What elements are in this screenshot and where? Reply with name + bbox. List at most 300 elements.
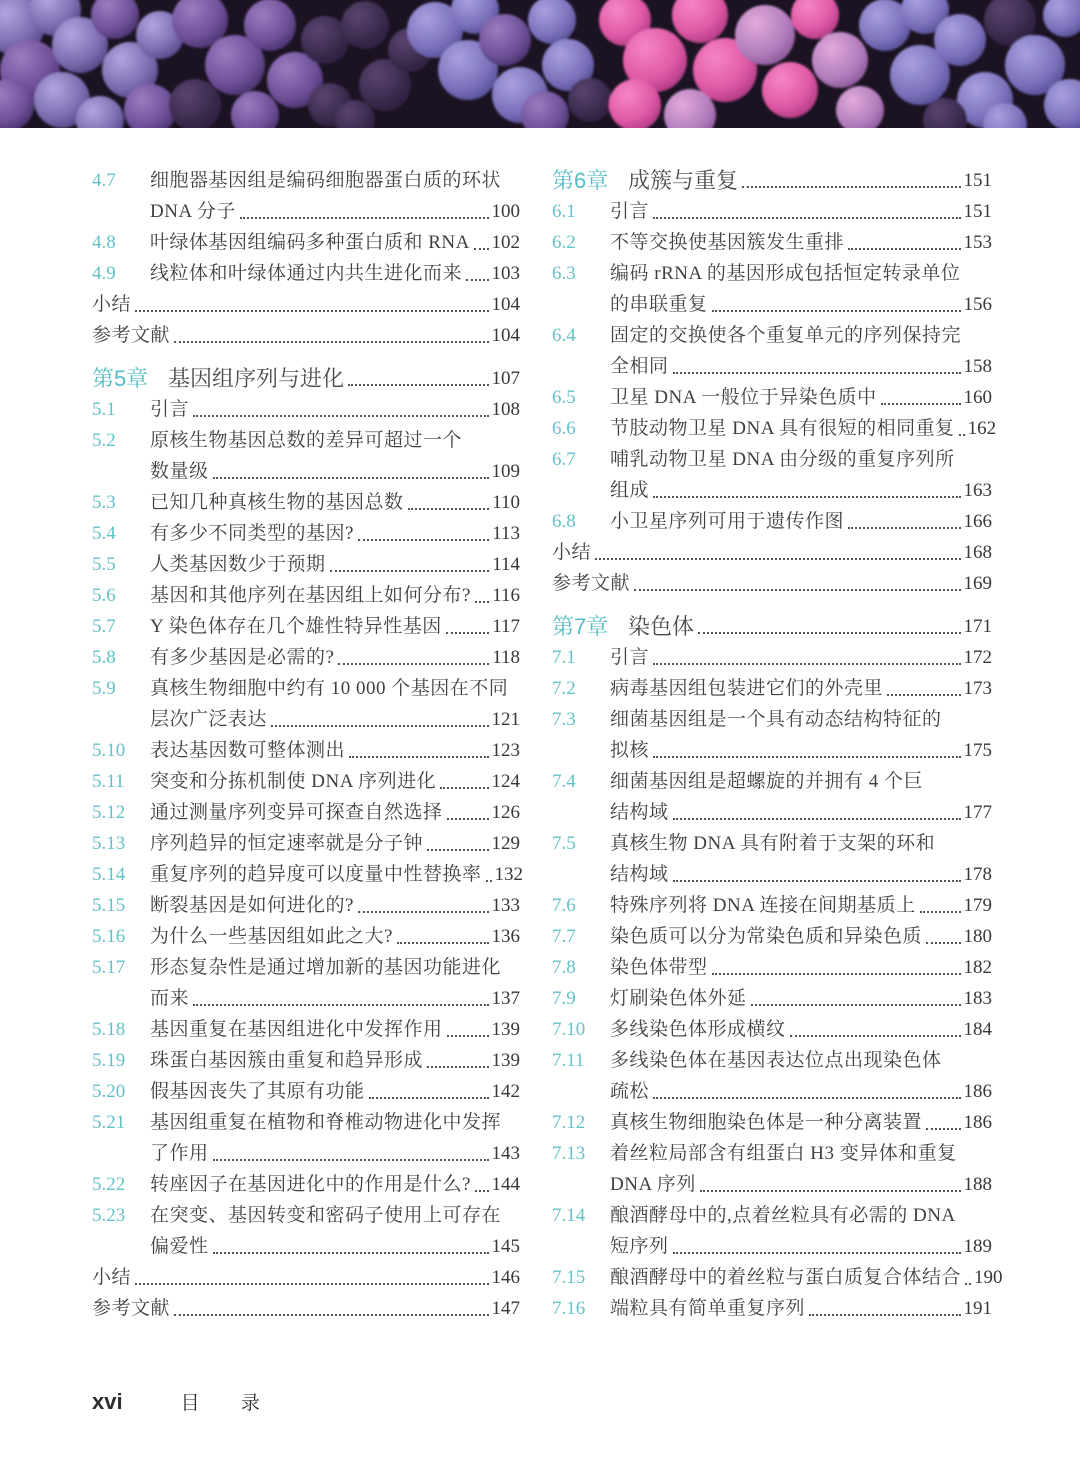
dotted-leader bbox=[240, 217, 489, 219]
entry-title: 已知几种真核生物的基因总数 bbox=[150, 492, 404, 513]
entry-number: 5.19 bbox=[92, 1050, 126, 1071]
page-number: 178 bbox=[963, 864, 992, 885]
dotted-leader bbox=[673, 818, 961, 820]
toc-line bbox=[92, 580, 520, 611]
entry-title: DNA 序列 bbox=[610, 1174, 696, 1195]
dotted-leader bbox=[742, 186, 960, 188]
entry-title: 细菌基因组是超螺旋的并拥有 4 个巨 bbox=[610, 771, 924, 792]
entry-number: 7.5 bbox=[552, 833, 576, 854]
entry-title: 重复序列的趋异度可以度量中性替换率 bbox=[150, 864, 482, 885]
page-footer bbox=[92, 1388, 278, 1415]
entry-title: 形态复杂性是通过增加新的基因功能进化 bbox=[150, 957, 502, 978]
dotted-leader bbox=[634, 589, 960, 591]
entry-number: 7.12 bbox=[552, 1112, 586, 1133]
toc-line bbox=[92, 518, 520, 549]
toc-line bbox=[92, 673, 520, 704]
dotted-leader bbox=[848, 527, 960, 529]
page-number: 116 bbox=[492, 585, 520, 606]
toc-entry bbox=[92, 1293, 520, 1324]
toc-line bbox=[92, 921, 520, 952]
toc-line bbox=[92, 890, 520, 921]
page-number: 188 bbox=[963, 1174, 992, 1195]
entry-title: 多线染色体形成横纹 bbox=[610, 1019, 786, 1040]
dotted-leader bbox=[427, 849, 488, 851]
toc-line bbox=[552, 289, 992, 320]
entry-title: DNA 分子 bbox=[150, 201, 236, 222]
toc-line bbox=[92, 1169, 520, 1200]
toc-entry bbox=[92, 549, 520, 580]
entry-title: 着丝粒局部含有组蛋白 H3 变异体和重复 bbox=[610, 1143, 957, 1164]
page-number: 175 bbox=[963, 740, 992, 761]
toc-line bbox=[92, 611, 520, 642]
toc-line bbox=[552, 444, 992, 475]
entry-title: 数量级 bbox=[150, 461, 209, 482]
toc-line bbox=[92, 1200, 520, 1231]
entry-number: 5.12 bbox=[92, 802, 126, 823]
toc-line bbox=[92, 258, 520, 289]
toc-entry bbox=[552, 1138, 992, 1200]
toc-line bbox=[552, 828, 992, 859]
entry-title: 层次广泛表达 bbox=[150, 709, 268, 730]
toc-line bbox=[552, 797, 992, 828]
sphere-cluster-art bbox=[0, 0, 1080, 128]
entry-title: 酿酒酵母中的着丝粒与蛋白质复合体结合 bbox=[610, 1267, 962, 1288]
dotted-leader bbox=[349, 756, 488, 758]
entry-number: 7.14 bbox=[552, 1205, 586, 1226]
entry-title: 珠蛋白基因簇由重复和趋异形成 bbox=[150, 1050, 424, 1071]
page-number: 107 bbox=[491, 368, 520, 389]
toc-entry bbox=[92, 518, 520, 549]
toc-entry bbox=[552, 382, 992, 413]
toc-line bbox=[92, 766, 520, 797]
page-number: 172 bbox=[963, 647, 992, 668]
toc-entry bbox=[92, 673, 520, 735]
dotted-leader bbox=[653, 663, 960, 665]
page-number: 162 bbox=[967, 418, 997, 439]
entry-number: 5.21 bbox=[92, 1112, 126, 1133]
entry-title: 细胞器基因组是编码细胞器蛋白质的环状 bbox=[150, 170, 502, 191]
entry-number: 第5章 bbox=[92, 366, 149, 391]
page-number: 103 bbox=[491, 263, 520, 284]
entry-title: 节肢动物卫星 DNA 具有很短的相同重复 bbox=[610, 418, 955, 439]
dotted-leader bbox=[809, 1314, 960, 1316]
dotted-leader bbox=[712, 310, 961, 312]
toc-line bbox=[552, 766, 992, 797]
page-number: 102 bbox=[491, 232, 520, 253]
toc-entry bbox=[552, 1045, 992, 1107]
entry-number: 5.8 bbox=[92, 647, 116, 668]
page-number: 118 bbox=[492, 647, 520, 668]
entry-title: 突变和分拣机制使 DNA 序列进化 bbox=[150, 771, 437, 792]
dotted-leader bbox=[920, 911, 961, 913]
entry-title: 有多少不同类型的基因? bbox=[150, 523, 354, 544]
entry-title: 基因组序列与进化 bbox=[168, 366, 345, 391]
toc-line bbox=[92, 1262, 520, 1293]
entry-title: 为什么一些基因组如此之大? bbox=[150, 926, 393, 947]
entry-title: 编码 rRNA 的基因形成包括恒定转录单位 bbox=[610, 263, 961, 284]
toc-line bbox=[552, 351, 992, 382]
toc-entry bbox=[552, 673, 992, 704]
page-number: 183 bbox=[963, 988, 992, 1009]
toc-entry bbox=[552, 766, 992, 828]
entry-title: 引言 bbox=[610, 201, 650, 222]
toc-entry bbox=[92, 258, 520, 289]
page-number: 108 bbox=[491, 399, 520, 420]
entry-number: 7.6 bbox=[552, 895, 576, 916]
entry-title: 参考文献 bbox=[92, 325, 171, 346]
toc-line bbox=[92, 828, 520, 859]
toc-line bbox=[552, 1014, 992, 1045]
entry-title: 酿酒酵母中的,点着丝粒具有必需的 DNA bbox=[610, 1205, 956, 1226]
toc-line bbox=[92, 1076, 520, 1107]
toc-line bbox=[552, 475, 992, 506]
dotted-leader bbox=[397, 942, 489, 944]
entry-number: 7.9 bbox=[552, 988, 576, 1009]
page-number: 169 bbox=[963, 573, 992, 594]
entry-number: 6.6 bbox=[552, 418, 576, 439]
page-number: 158 bbox=[963, 356, 992, 377]
dotted-leader bbox=[447, 1035, 489, 1037]
toc-entry bbox=[552, 568, 992, 599]
dotted-leader bbox=[486, 880, 492, 882]
toc-entry bbox=[92, 289, 520, 320]
entry-title: 不等交换使基因簇发生重排 bbox=[610, 232, 845, 253]
entry-number: 5.7 bbox=[92, 616, 116, 637]
page-number: 153 bbox=[963, 232, 992, 253]
toc-entry bbox=[552, 227, 992, 258]
toc-entry bbox=[552, 1262, 1003, 1293]
page-number: 136 bbox=[491, 926, 520, 947]
dotted-leader bbox=[408, 508, 490, 510]
toc-line bbox=[552, 611, 992, 642]
toc-entry bbox=[92, 797, 520, 828]
page-number: 114 bbox=[492, 554, 520, 575]
toc-line bbox=[552, 1045, 992, 1076]
toc-line bbox=[552, 1262, 1003, 1293]
entry-title: 卫星 DNA 一般位于异染色质中 bbox=[610, 387, 877, 408]
entry-title: 引言 bbox=[610, 647, 650, 668]
entry-number: 5.5 bbox=[92, 554, 116, 575]
toc-line bbox=[552, 952, 992, 983]
entry-number: 7.15 bbox=[552, 1267, 586, 1288]
page-number: 186 bbox=[963, 1081, 992, 1102]
entry-number: 5.1 bbox=[92, 399, 116, 420]
dotted-leader bbox=[673, 1252, 961, 1254]
entry-title: 了作用 bbox=[150, 1143, 209, 1164]
entry-title: 在突变、基因转变和密码子使用上可存在 bbox=[150, 1205, 502, 1226]
toc-line bbox=[92, 289, 520, 320]
page-number: 151 bbox=[963, 170, 992, 191]
page-number: 180 bbox=[963, 926, 992, 947]
toc-line bbox=[92, 859, 524, 890]
entry-number: 5.20 bbox=[92, 1081, 126, 1102]
entry-title: 真核生物 DNA 具有附着于支架的环和 bbox=[610, 833, 936, 854]
page-number: 133 bbox=[491, 895, 520, 916]
dotted-leader bbox=[881, 403, 961, 405]
dotted-leader bbox=[475, 601, 489, 603]
entry-title: 转座因子在基因进化中的作用是什么? bbox=[150, 1174, 471, 1195]
page-number: 182 bbox=[963, 957, 992, 978]
entry-number: 6.3 bbox=[552, 263, 576, 284]
entry-number: 6.1 bbox=[552, 201, 576, 222]
entry-title: 原核生物基因总数的差异可超过一个 bbox=[150, 430, 463, 451]
toc-entry bbox=[552, 921, 992, 952]
toc-line bbox=[92, 1014, 520, 1045]
toc-line bbox=[92, 983, 520, 1014]
entry-title: 疏松 bbox=[610, 1081, 650, 1102]
entry-title: 固定的交换使各个重复单元的序列保持完 bbox=[610, 325, 962, 346]
entry-title: 染色质可以分为常染色质和异染色质 bbox=[610, 926, 923, 947]
dotted-leader bbox=[193, 415, 488, 417]
page-number: 126 bbox=[491, 802, 520, 823]
dotted-leader bbox=[358, 911, 489, 913]
dotted-leader bbox=[965, 1283, 971, 1285]
page-number: 132 bbox=[494, 864, 524, 885]
toc-entry bbox=[92, 425, 520, 487]
dotted-leader bbox=[135, 1283, 488, 1285]
toc-entry bbox=[552, 1014, 992, 1045]
page-number: 145 bbox=[491, 1236, 520, 1257]
page-number: 121 bbox=[491, 709, 520, 730]
entry-number: 5.17 bbox=[92, 957, 126, 978]
toc-line bbox=[92, 227, 520, 258]
entry-title: 端粒具有简单重复序列 bbox=[610, 1298, 806, 1319]
dotted-leader bbox=[369, 1097, 489, 1099]
toc-entry bbox=[552, 890, 992, 921]
header-image bbox=[0, 0, 1080, 128]
toc-line bbox=[92, 1138, 520, 1169]
toc-line bbox=[552, 1293, 992, 1324]
entry-number: 5.14 bbox=[92, 864, 126, 885]
dotted-leader bbox=[712, 973, 961, 975]
toc-line bbox=[552, 196, 992, 227]
entry-title: 细菌基因组是一个具有动态结构特征的 bbox=[610, 709, 942, 730]
page-number: 163 bbox=[963, 480, 992, 501]
entry-title: 小结 bbox=[552, 542, 592, 563]
page-number: 104 bbox=[491, 294, 520, 315]
toc-line bbox=[552, 735, 992, 766]
toc-entry bbox=[92, 1014, 520, 1045]
dotted-leader bbox=[959, 434, 965, 436]
entry-number: 6.8 bbox=[552, 511, 576, 532]
entry-title: 的串联重复 bbox=[610, 294, 708, 315]
page-number: 177 bbox=[963, 802, 992, 823]
dotted-leader bbox=[338, 663, 489, 665]
dotted-leader bbox=[466, 279, 488, 281]
toc-line bbox=[92, 196, 520, 227]
page-number: 139 bbox=[491, 1050, 520, 1071]
toc-entry bbox=[92, 394, 520, 425]
toc-line bbox=[552, 890, 992, 921]
dotted-leader bbox=[653, 496, 960, 498]
toc-line bbox=[552, 506, 992, 537]
entry-title: 病毒基因组包装进它们的外壳里 bbox=[610, 678, 884, 699]
entry-number: 5.11 bbox=[92, 771, 125, 792]
entry-number: 第7章 bbox=[552, 614, 609, 639]
entry-title: 而来 bbox=[150, 988, 190, 1009]
footer-page-number: xvi bbox=[92, 1389, 123, 1414]
footer-section-label: 目 录 bbox=[180, 1393, 278, 1414]
toc-line bbox=[552, 413, 997, 444]
entry-title: 基因重复在基因组进化中发挥作用 bbox=[150, 1019, 443, 1040]
toc-entry bbox=[92, 1200, 520, 1262]
toc-chapter-entry bbox=[552, 611, 992, 642]
entry-number: 7.2 bbox=[552, 678, 576, 699]
toc-entry bbox=[552, 444, 992, 506]
dotted-leader bbox=[673, 880, 961, 882]
page-number: 142 bbox=[491, 1081, 520, 1102]
entry-number: 7.4 bbox=[552, 771, 576, 792]
entry-title: 基因和其他序列在基因组上如何分布? bbox=[150, 585, 471, 606]
dotted-leader bbox=[271, 725, 488, 727]
toc-entry bbox=[92, 1076, 520, 1107]
toc-chapter-entry bbox=[552, 165, 992, 196]
page-number: 117 bbox=[492, 616, 520, 637]
toc-entry bbox=[552, 1200, 992, 1262]
dotted-leader bbox=[135, 310, 488, 312]
dotted-leader bbox=[213, 1252, 489, 1254]
entry-number: 5.23 bbox=[92, 1205, 126, 1226]
page-number: 123 bbox=[491, 740, 520, 761]
entry-title: 组成 bbox=[610, 480, 650, 501]
toc-line bbox=[552, 258, 992, 289]
entry-title: 线粒体和叶绿体通过内共生进化而来 bbox=[150, 263, 463, 284]
dotted-leader bbox=[213, 477, 489, 479]
toc-entry bbox=[552, 537, 992, 568]
toc-entry bbox=[92, 828, 520, 859]
toc-entry bbox=[92, 580, 520, 611]
entry-title: 引言 bbox=[150, 399, 190, 420]
dotted-leader bbox=[595, 558, 960, 560]
entry-title: 特殊序列将 DNA 连接在间期基质上 bbox=[610, 895, 916, 916]
toc-line bbox=[552, 859, 992, 890]
entry-number: 4.9 bbox=[92, 263, 116, 284]
entry-title: 参考文献 bbox=[92, 1298, 171, 1319]
page-number: 147 bbox=[491, 1298, 520, 1319]
toc-entry bbox=[92, 1107, 520, 1169]
entry-number: 7.10 bbox=[552, 1019, 586, 1040]
dotted-leader bbox=[698, 632, 960, 634]
toc-entry bbox=[552, 506, 992, 537]
entry-title: 序列趋异的恒定速率就是分子钟 bbox=[150, 833, 424, 854]
entry-title: 哺乳动物卫星 DNA 由分级的重复序列所 bbox=[610, 449, 955, 470]
entry-number: 5.9 bbox=[92, 678, 116, 699]
toc-line bbox=[552, 1107, 992, 1138]
toc-line bbox=[552, 1138, 992, 1169]
dotted-leader bbox=[700, 1190, 961, 1192]
toc-line bbox=[552, 704, 992, 735]
toc-entry bbox=[552, 983, 992, 1014]
toc-line bbox=[552, 921, 992, 952]
toc-entry bbox=[92, 642, 520, 673]
dotted-leader bbox=[653, 756, 960, 758]
page-number: 186 bbox=[963, 1112, 992, 1133]
toc-line bbox=[552, 1231, 992, 1262]
toc-line bbox=[92, 735, 520, 766]
entry-number: 5.10 bbox=[92, 740, 126, 761]
toc-line bbox=[552, 165, 992, 196]
page-number: 104 bbox=[491, 325, 520, 346]
dotted-leader bbox=[193, 1004, 488, 1006]
entry-number: 6.2 bbox=[552, 232, 576, 253]
toc-line bbox=[92, 363, 520, 394]
page-number: 151 bbox=[963, 201, 992, 222]
entry-title: 多线染色体在基因表达位点出现染色体 bbox=[610, 1050, 942, 1071]
toc-entry bbox=[92, 227, 520, 258]
entry-title: 染色体 bbox=[628, 614, 695, 639]
page-number: 168 bbox=[963, 542, 992, 563]
entry-number: 7.8 bbox=[552, 957, 576, 978]
toc-line bbox=[552, 227, 992, 258]
entry-title: 偏爱性 bbox=[150, 1236, 209, 1257]
entry-number: 5.13 bbox=[92, 833, 126, 854]
dotted-leader bbox=[174, 341, 488, 343]
toc-entry bbox=[92, 165, 520, 227]
toc-entry bbox=[92, 611, 520, 642]
toc-entry bbox=[92, 766, 520, 797]
toc-line bbox=[92, 320, 520, 351]
dotted-leader bbox=[475, 1190, 489, 1192]
toc-line bbox=[92, 797, 520, 828]
entry-title: Y 染色体存在几个雄性特异性基因 bbox=[150, 616, 442, 637]
page-number: 137 bbox=[491, 988, 520, 1009]
page-number: 156 bbox=[963, 294, 992, 315]
dotted-leader bbox=[213, 1159, 489, 1161]
entry-title: 有多少基因是必需的? bbox=[150, 647, 335, 668]
entry-number: 7.16 bbox=[552, 1298, 586, 1319]
toc-line bbox=[552, 382, 992, 413]
entry-number: 5.16 bbox=[92, 926, 126, 947]
entry-title: 参考文献 bbox=[552, 573, 631, 594]
dotted-leader bbox=[440, 787, 488, 789]
entry-title: 成簇与重复 bbox=[628, 168, 739, 193]
entry-title: 拟核 bbox=[610, 740, 650, 761]
page-number: 113 bbox=[492, 523, 520, 544]
toc-entry bbox=[92, 487, 520, 518]
toc-entry bbox=[92, 952, 520, 1014]
toc-line bbox=[552, 642, 992, 673]
page-number: 184 bbox=[963, 1019, 992, 1040]
toc-line bbox=[92, 549, 520, 580]
toc-entry bbox=[552, 642, 992, 673]
entry-title: 通过测量序列变异可探查自然选择 bbox=[150, 802, 443, 823]
toc-entry bbox=[92, 921, 520, 952]
toc-entry bbox=[552, 828, 992, 890]
dotted-leader bbox=[474, 248, 489, 250]
entry-title: 小结 bbox=[92, 294, 132, 315]
page-number: 191 bbox=[963, 1298, 992, 1319]
dotted-leader bbox=[358, 539, 489, 541]
dotted-leader bbox=[174, 1314, 488, 1316]
toc-entry bbox=[552, 196, 992, 227]
entry-number: 4.8 bbox=[92, 232, 116, 253]
toc-line bbox=[92, 642, 520, 673]
toc-entry bbox=[92, 1169, 520, 1200]
entry-number: 5.3 bbox=[92, 492, 116, 513]
toc-entry bbox=[92, 735, 520, 766]
dotted-leader bbox=[790, 1035, 961, 1037]
entry-number: 5.18 bbox=[92, 1019, 126, 1040]
page-number: 139 bbox=[491, 1019, 520, 1040]
dotted-leader bbox=[887, 694, 960, 696]
entry-number: 7.11 bbox=[552, 1050, 585, 1071]
dotted-leader bbox=[926, 1128, 960, 1130]
toc-entry bbox=[92, 1045, 520, 1076]
toc-entry bbox=[92, 1262, 520, 1293]
page-number: 189 bbox=[963, 1236, 992, 1257]
page-number: 160 bbox=[963, 387, 992, 408]
dotted-leader bbox=[427, 1066, 488, 1068]
